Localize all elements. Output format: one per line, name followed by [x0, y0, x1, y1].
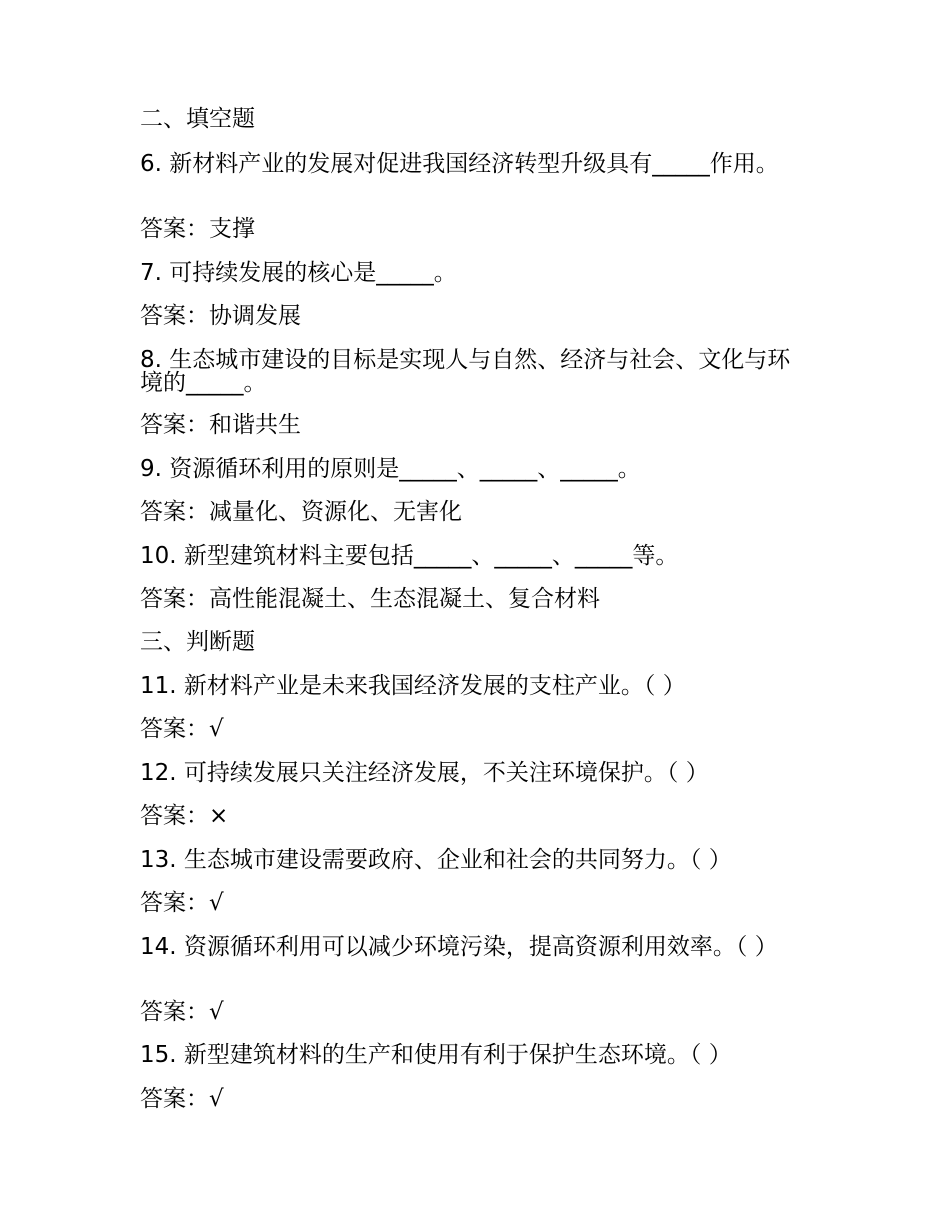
question-10: 10. 新型建筑材料主要包括_____、_____、_____等。	[140, 543, 679, 569]
question-15: 15. 新型建筑材料的生产和使用有利于保护生态环境。（ ）	[140, 1042, 732, 1068]
answer-10: 答案：高性能混凝土、生态混凝土、复合材料	[140, 586, 600, 612]
answer-11: 答案：√	[140, 716, 224, 742]
question-8: 8. 生态城市建设的目标是实现人与自然、经济与社会、文化与环境的_____。	[140, 347, 791, 396]
answer-8: 答案：和谐共生	[140, 412, 301, 438]
answer-12: 答案：×	[140, 803, 229, 829]
answer-7: 答案：协调发展	[140, 303, 301, 329]
section-heading-fill-in: 二、填空题	[140, 106, 255, 132]
answer-14: 答案：√	[140, 999, 224, 1025]
question-6: 6. 新材料产业的发展对促进我国经济转型升级具有_____作用。	[140, 151, 779, 177]
answer-6: 答案：支撑	[140, 216, 255, 242]
answer-9: 答案：减量化、资源化、无害化	[140, 499, 462, 525]
question-11: 11. 新材料产业是未来我国经济发展的支柱产业。（ ）	[140, 673, 686, 699]
answer-13: 答案：√	[140, 890, 224, 916]
answer-15: 答案：√	[140, 1086, 224, 1112]
question-7: 7. 可持续发展的核心是_____。	[140, 260, 457, 286]
section-heading-true-false: 三、判断题	[140, 629, 255, 655]
question-9: 9. 资源循环利用的原则是_____、_____、_____。	[140, 456, 641, 482]
question-12: 12. 可持续发展只关注经济发展，不关注环境保护。（ ）	[140, 760, 709, 786]
question-13: 13. 生态城市建设需要政府、企业和社会的共同努力。（ ）	[140, 847, 732, 873]
question-14: 14. 资源循环利用可以减少环境污染，提高资源利用效率。（ ）	[140, 934, 778, 960]
